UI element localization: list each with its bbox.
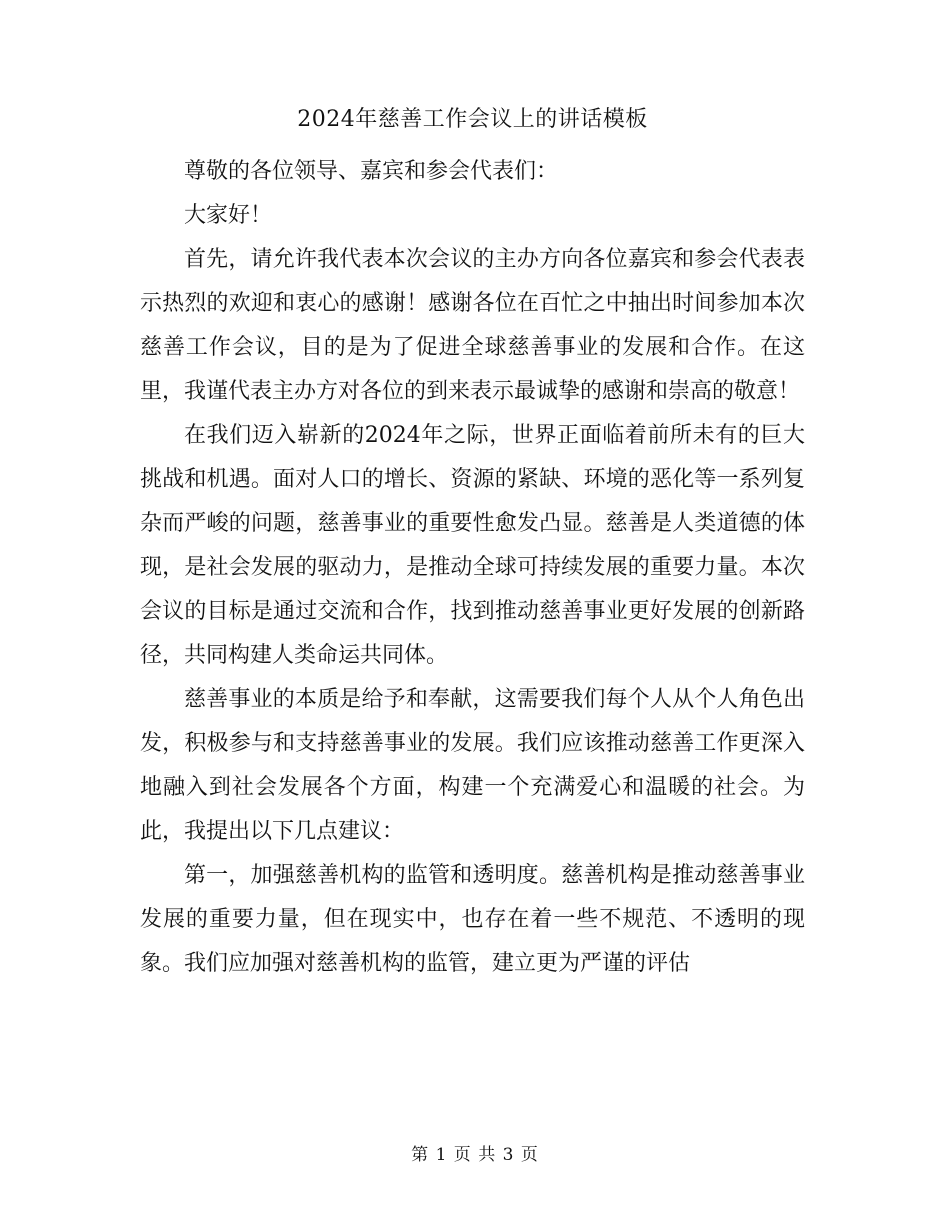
salutation: 尊敬的各位领导、嘉宾和参会代表们： bbox=[184, 159, 559, 184]
page-number-footer: 第 1 页 共 3 页 bbox=[411, 1145, 539, 1165]
paragraph-welcome: 首先，请允许我代表本次会议的主办方向各位嘉宾和参会代表表示热烈的欢迎和衷心的感谢！感谢各位在百忙之中抽出时间参加本次慈善工作会议，目的是为了促进全球慈善事业的发展和合作。在这里，我谨代表主办方对各位的到来表示最诚挚的感谢和崇高的敬意！ bbox=[140, 247, 805, 404]
paragraph-challenges: 在我们迈入崭新的2024年之际，世界正面临着前所未有的巨大挑战和机遇。面对人口的增长、资源的紧缺、环境的恶化等一系列复杂而严峻的问题，慈善事业的重要性愈发凸显。慈善是人类道德的体现，是社会发展的驱动力，是推动全球可持续发展的重要力量。本次会议的目标是通过交流和合作，找到推动慈善事业更好发展的创新路径，共同构建人类命运共同体。 bbox=[140, 423, 805, 668]
paragraph-suggestion-one: 第一，加强慈善机构的监管和透明度。慈善机构是推动慈善事业发展的重要力量，但在现实中，也存在着一些不规范、不透明的现象。我们应加强对慈善机构的监管，建立更为严谨的评估 bbox=[140, 863, 805, 976]
document-body bbox=[140, 100, 805, 986]
document-title: 2024年慈善工作会议上的讲话模板 bbox=[297, 107, 648, 132]
paragraph-essence: 慈善事业的本质是给予和奉献，这需要我们每个人从个人角色出发，积极参与和支持慈善事业的发展。我们应该推动慈善工作更深入地融入到社会发展各个方面，构建一个充满爱心和温暖的社会。为此，我提出以下几点建议： bbox=[140, 687, 805, 844]
greeting: 大家好！ bbox=[184, 203, 273, 228]
